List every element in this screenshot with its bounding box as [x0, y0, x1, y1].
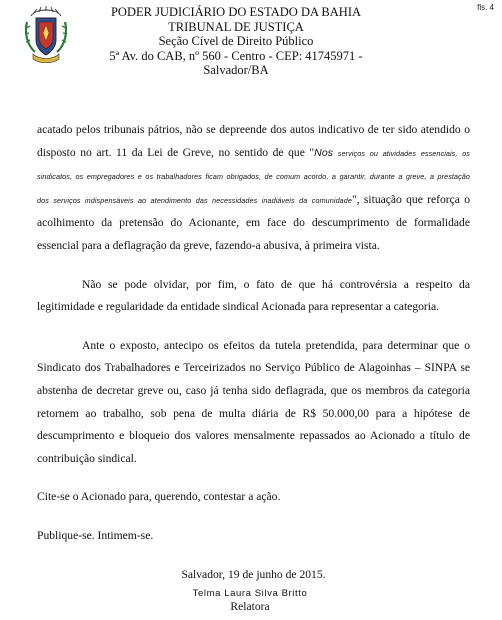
paragraph-3: Ante o exposto, antecipo os efeitos da tutela pretendida, para determinar que o Sindicato dos Trabalhadores e Terceirizados no Serviço Público de Alagoinhas – SINPA se abstenha de decretar greve ou, caso já tenha sido deflagrada, que os membros da categoria retornem ao trabalho, sob pena de multa diária de R$ 50.000,00 para a hipótese de descumprimento e bloqueio dos valores mensalmente repassados ao Acionado a título de contribuição sindical. — [37, 338, 470, 465]
paragraph-1-start: acatado pelos tribunais pátrios, não se depreende dos autos indicativo de ter sido atendido o disposto no art. 11 da Lei de Greve, no sentido de que " — [37, 123, 470, 159]
document-date: Salvador, 19 de junho de 2015. — [181, 567, 326, 581]
document-header — [80, 5, 392, 78]
paragraph-1-end: ", situação que reforça o acolhimento da pretensão do Acionante, em face do descumprimento de formalidade essencial para a deflagração da greve, fazendo-a abusiva, à primeira vista. — [37, 192, 470, 252]
section-name: Seção Cível de Direito Público — [158, 34, 314, 48]
quoted-law-rest: serviços ou atividades essenciais, os sindicatos, os empregadores e os trabalhadores ficam obrigados, de comum acordo, a garantir, durante a greve, a prestação dos serviços indispensáveis ao atendimento das necessidades inadiáveis da comunidade — [37, 148, 471, 205]
paragraph-1 — [37, 119, 470, 258]
quoted-law-first-word: Nos — [314, 146, 334, 159]
address-line-2: Salvador/BA — [203, 63, 269, 77]
address-line-1: 5ª Av. do CAB, nº 560 - Centro - CEP: 41745971 - — [109, 48, 363, 63]
court-name: PODER JUDICIÁRIO DO ESTADO DA BAHIA — [110, 5, 362, 19]
coat-of-arms-icon — [25, 6, 67, 66]
paragraph-5: Publique-se. Intimem-se. — [37, 528, 154, 542]
paragraph-4: Cite-se o Acionado para, querendo, contestar a ação. — [37, 490, 281, 504]
document-body — [37, 119, 470, 602]
signer-name: Telma Laura Silva Britto — [192, 588, 308, 599]
paragraph-2: Não se pode olvidar, por fim, o fato de que há controvérsia a respeito da legitimidade e regularidade da entidade sindical Acionada para representar a categoria. — [37, 277, 470, 314]
signer-role: Relatora — [230, 600, 270, 613]
tribunal-name: TRIBUNAL DE JUSTIÇA — [168, 19, 304, 34]
signature-block — [170, 588, 330, 614]
page-number: fls. 4 — [477, 3, 494, 12]
